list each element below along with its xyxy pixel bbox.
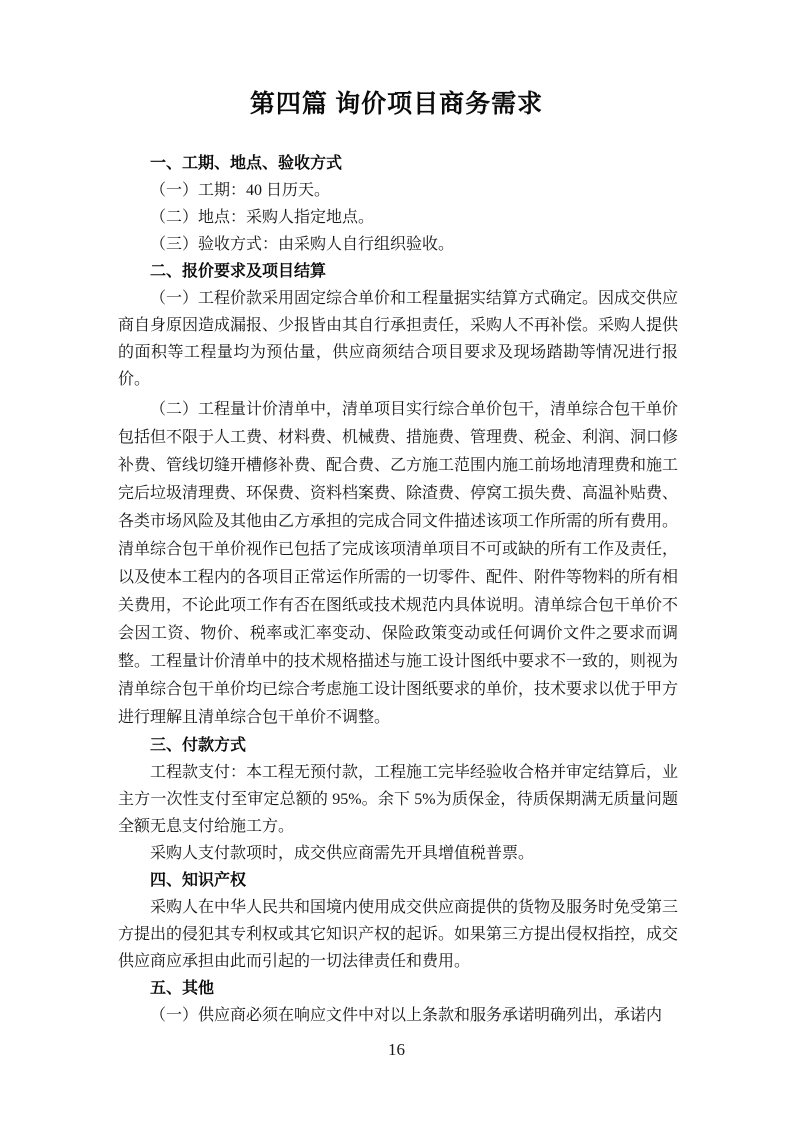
paragraph-ipr: 采购人在中华人民共和国境内使用成交供应商提供的货物及服务时免受第三方提出的侵犯其专利权或其它知识产权的起诉。如果第三方提出侵权指控，成交供应商应承担由此而引起的一切法律责任和费用。	[118, 899, 679, 970]
section-heading-3: 三、付款方式	[150, 737, 247, 754]
paragraph-payment-1: 工程款支付：本工程无预付款，工程施工完毕经验收合格并审定结算后，业主方一次性支付至审定总额的 95%。余下 5%为质保金，待质保期满无质量问题全额无息支付给施工方。	[118, 764, 679, 835]
section-heading-5: 五、其他	[150, 980, 215, 997]
page-number: 16	[388, 1040, 405, 1059]
document-body	[118, 150, 678, 1029]
document-title: 第四篇 询价项目商务需求	[249, 91, 544, 118]
paragraph-acceptance: （三）验收方式：由采购人自行组织验收。	[150, 236, 455, 253]
paragraph-location: （二）地点：采购人指定地点。	[150, 209, 375, 226]
paragraph-payment-2: 采购人支付款项时，成交供应商需先开具增值税普票。	[150, 845, 535, 862]
paragraph-pricing-2: （二）工程量计价清单中，清单项目实行综合单价包干，清单综合包干单价包括但不限于人工费、材料费、机械费、措施费、管理费、税金、利润、洞口修补费、管线切缝开槽修补费、配合费、乙方施工范围内施工前场地清理费和施工完后垃圾清理费、环保费、资料档案费、除渣费、停窝工损失费、高温补贴费、各类市场风险及其他由乙方承担的完成合同文件描述该项工作所需的所有费用。清单综合包干单价视作已包括了完成该项清单项目不可或缺的所有工作及责任，以及使本工程内的各项目正常运作所需的一切零件、配件、附件等物料的所有相关费用，不论此项工作有否在图纸或技术规范内具体说明。清单综合包干单价不会因工资、物价、税率或汇率变动、保险政策变动或任何调价文件之要求而调整。工程量计价清单中的技术规格描述与施工设计图纸中要求不一致的，则视为清单综合包干单价均已综合考虑施工设计图纸要求的单价，技术要求以优于甲方进行理解且清单综合包干单价不调整。	[118, 401, 679, 726]
section-heading-1: 一、工期、地点、验收方式	[150, 155, 343, 172]
section-heading-2: 二、报价要求及项目结算	[150, 263, 327, 280]
section-heading-4: 四、知识产权	[150, 872, 247, 889]
paragraph-pricing-1: （一）工程价款采用固定综合单价和工程量据实结算方式确定。因成交供应商自身原因造成漏报、少报皆由其自行承担责任，采购人不再补偿。采购人提供的面积等工程量均为预估量，供应商须结合项目要求及现场踏勘等情况进行报价。	[118, 290, 679, 388]
paragraph-other-1: （一）供应商必须在响应文件中对以上条款和服务承诺明确列出，承诺内	[150, 1007, 663, 1024]
paragraph-duration: （一）工期：40 日历天。	[150, 182, 331, 199]
